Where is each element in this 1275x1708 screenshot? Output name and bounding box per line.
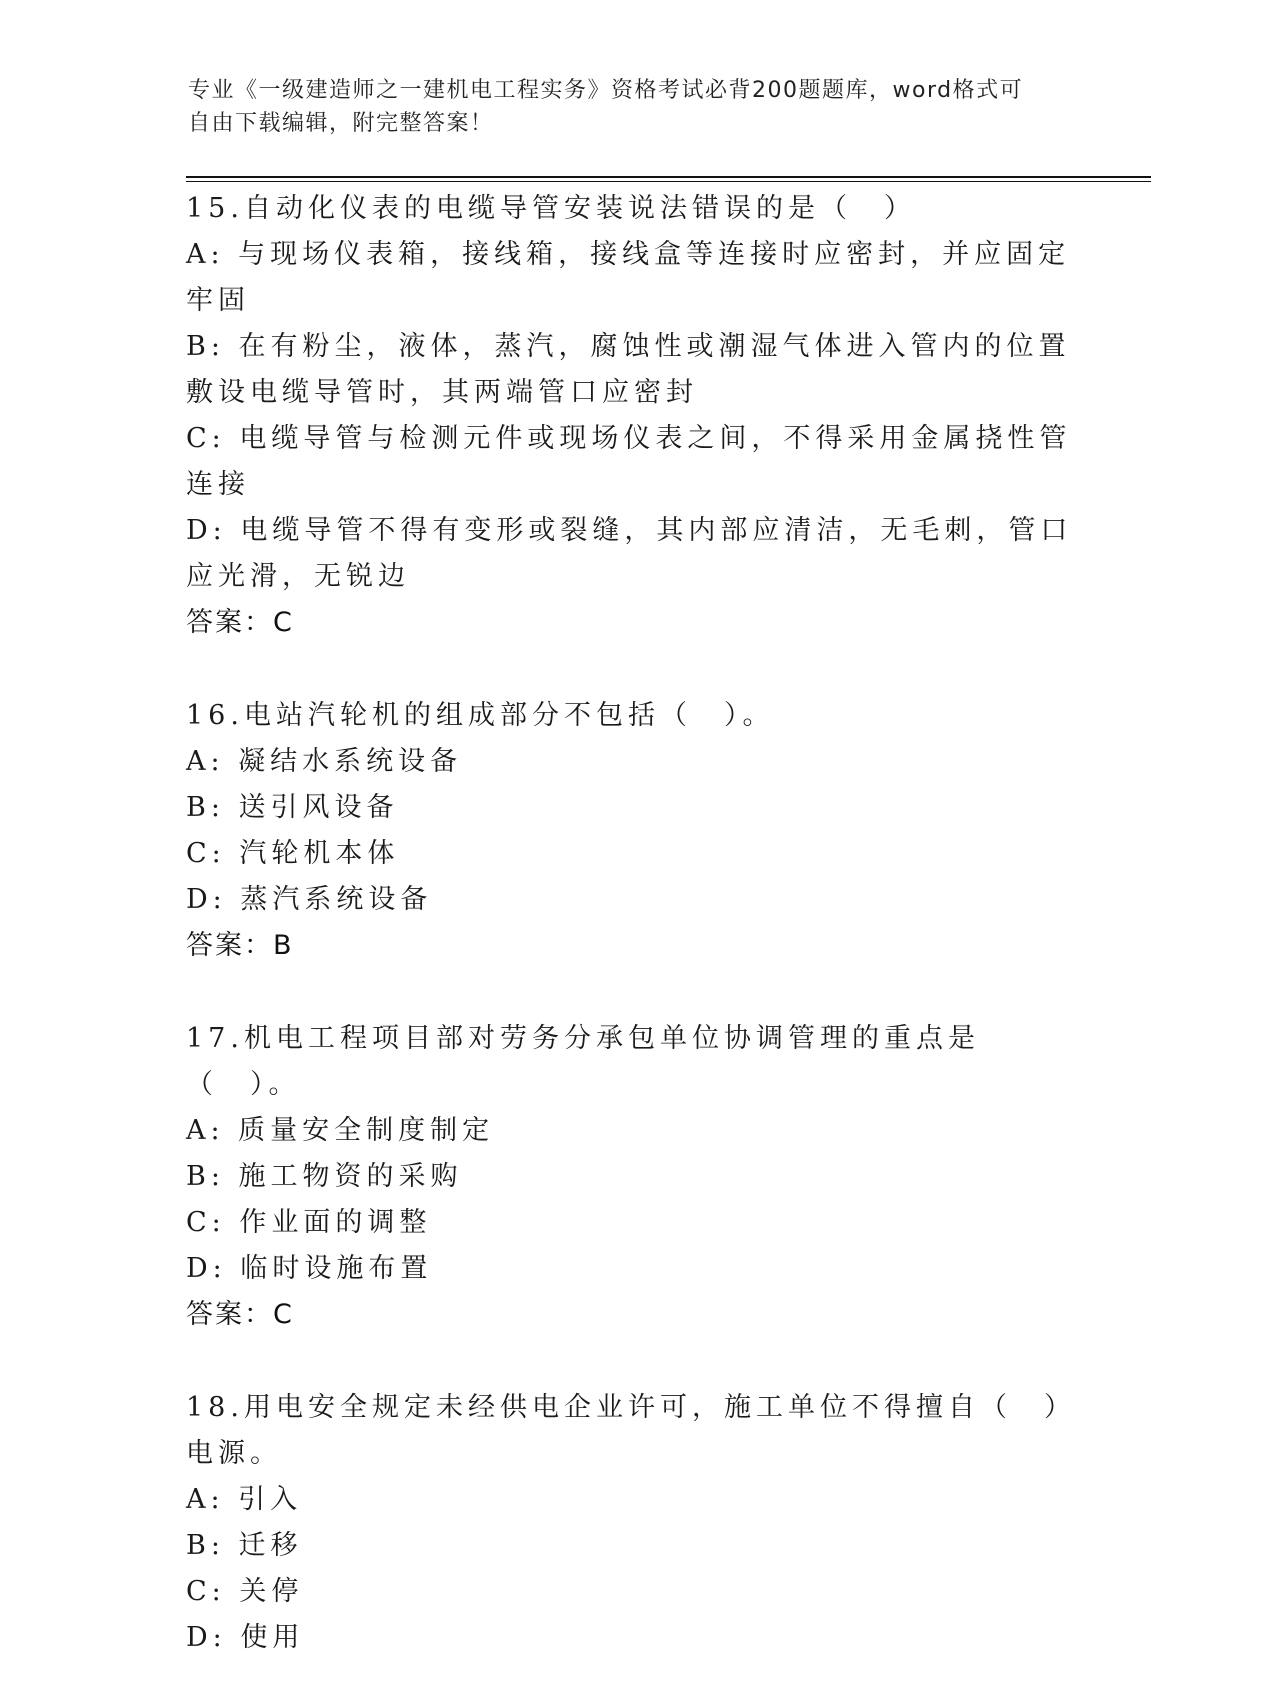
answer-label: 答案：B <box>186 930 294 961</box>
option-b: B: 送引风设备 <box>186 792 399 823</box>
option-a: A: 与现场仪表箱，接线箱，接线盒等连接时应密封，并应固定牢固 <box>186 239 1071 316</box>
document-header <box>188 74 1088 140</box>
header-line-1: 专业《一级建造师之一建机电工程实务》资格考试必背200题题库，word格式可 <box>188 78 1024 103</box>
question-16 <box>186 693 1086 969</box>
question-stem: 15.自动化仪表的电缆导管安装说法错误的是（ ） <box>186 193 916 224</box>
option-d: D: 使用 <box>186 1622 305 1653</box>
option-a: A: 引入 <box>186 1484 303 1515</box>
question-stem: 16.电站汽轮机的组成部分不包括（ ）。 <box>186 700 775 731</box>
header-divider-thick <box>186 176 1151 178</box>
question-stem: 17.机电工程项目部对劳务分承包单位协调管理的重点是（ ）。 <box>186 1023 980 1100</box>
option-b: B: 迁移 <box>186 1530 303 1561</box>
question-list <box>186 186 1086 1708</box>
option-c: C: 作业面的调整 <box>186 1207 432 1238</box>
option-b: B: 在有粉尘，液体，蒸汽，腐蚀性或潮湿气体进入管内的位置敷设电缆导管时，其两端管口应密封 <box>186 331 1071 408</box>
option-b: B: 施工物资的采购 <box>186 1161 463 1192</box>
option-d: D: 电缆导管不得有变形或裂缝，其内部应清洁，无毛刺，管口应光滑，无锐边 <box>186 515 1073 592</box>
question-15 <box>186 186 1086 646</box>
question-17 <box>186 1016 1086 1338</box>
option-c: C: 电缆导管与检测元件或现场仪表之间，不得采用金属挠性管连接 <box>186 423 1072 500</box>
answer-label: 答案：C <box>186 1299 294 1330</box>
question-18 <box>186 1385 1086 1661</box>
header-line-2: 自由下载编辑，附完整答案！ <box>188 111 494 136</box>
question-stem: 18.用电安全规定未经供电企业许可，施工单位不得擅自（ ）电源。 <box>186 1392 1076 1469</box>
answer-label: 答案：C <box>186 607 294 638</box>
option-c: C: 关停 <box>186 1576 304 1607</box>
option-d: D: 临时设施布置 <box>186 1253 433 1284</box>
header-divider-thin <box>186 181 1151 182</box>
option-c: C: 汽轮机本体 <box>186 838 400 869</box>
option-d: D: 蒸汽系统设备 <box>186 884 433 915</box>
option-a: A: 凝结水系统设备 <box>186 746 463 777</box>
option-a: A: 质量安全制度制定 <box>186 1115 495 1146</box>
